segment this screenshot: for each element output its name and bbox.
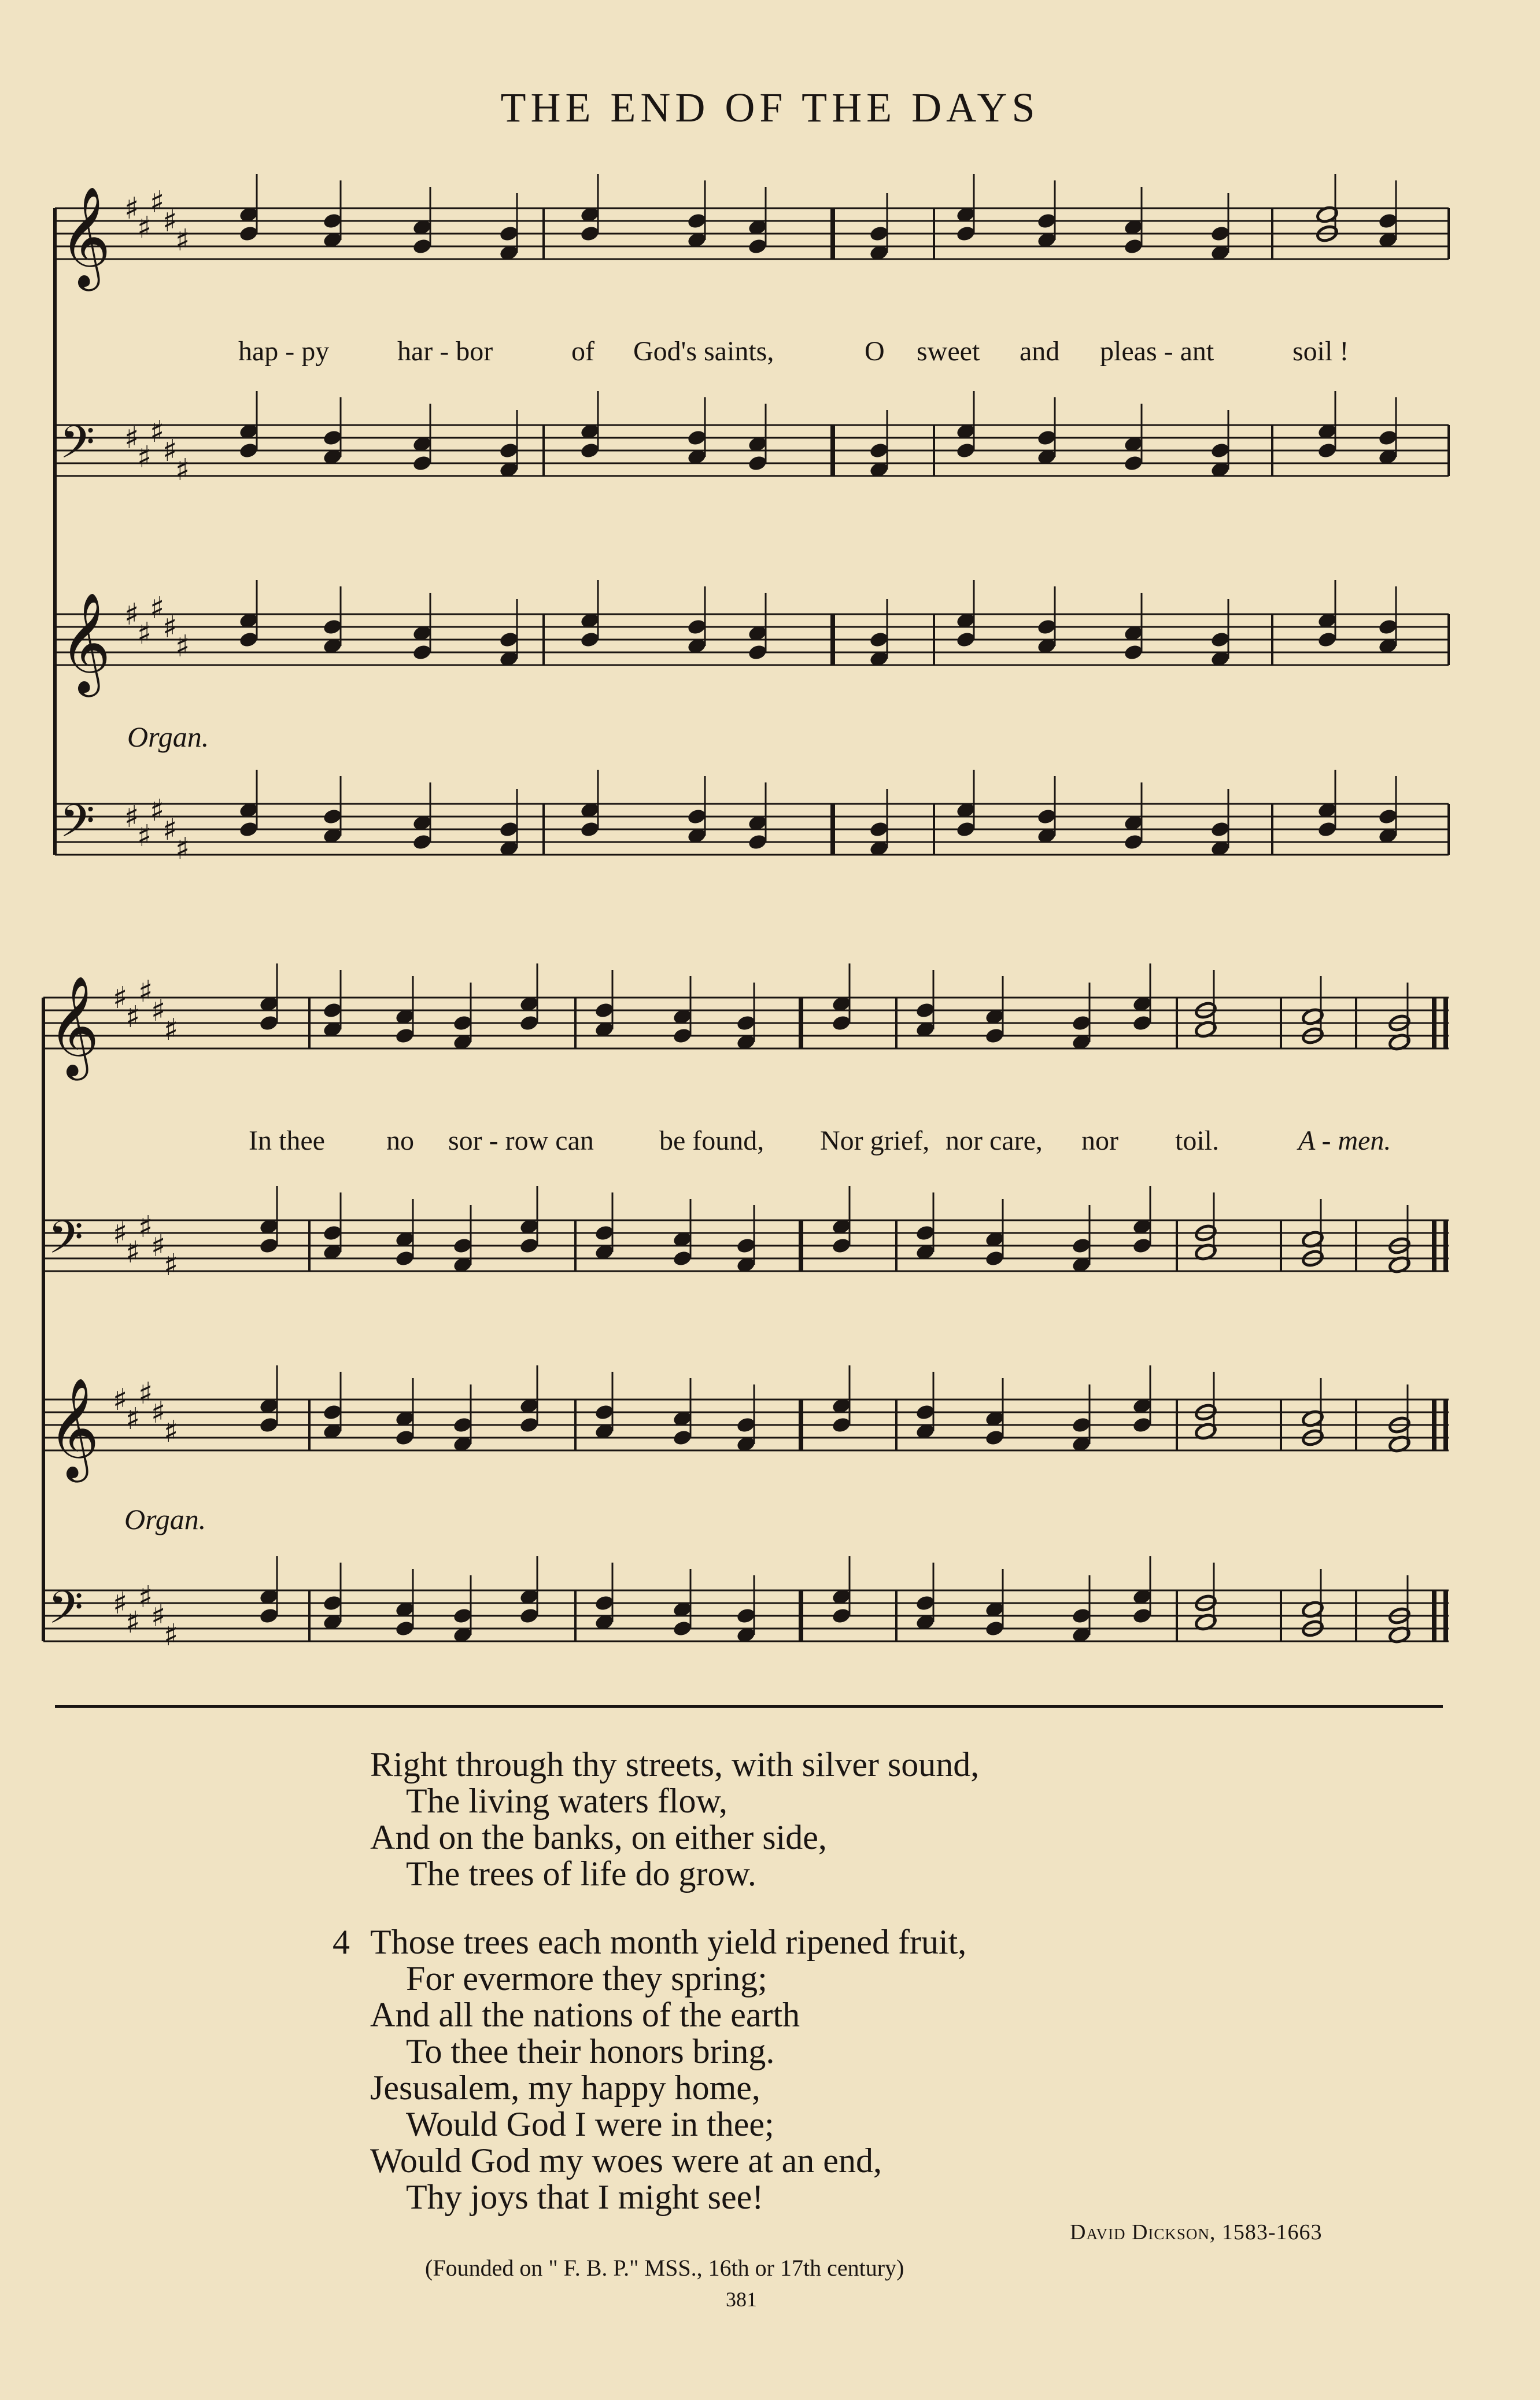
treble-clef-icon: 𝄞 <box>48 1378 99 1478</box>
verse-line: The trees of life do grow. <box>406 1855 756 1893</box>
amen-text: A - men. <box>1298 1125 1391 1156</box>
verse-3 <box>370 1747 979 1892</box>
sharp-icon: ♯ <box>151 1395 166 1430</box>
lyric-s1-8: pleas - ant <box>1100 336 1214 367</box>
verse-line: The living waters flow, <box>406 1782 727 1820</box>
sharp-icon: ♯ <box>151 994 166 1028</box>
lyric-s2-2: no <box>386 1125 414 1156</box>
sharp-icon: ♯ <box>175 629 190 664</box>
sharp-icon: ♯ <box>150 793 165 828</box>
sharp-icon: ♯ <box>113 981 128 1016</box>
sharp-icon: ♯ <box>125 1402 141 1437</box>
treble-clef-icon: 𝄞 <box>48 976 99 1076</box>
lyric-s1-4: God's saints, <box>633 336 774 367</box>
sharp-icon: ♯ <box>164 1013 179 1047</box>
bass-clef-icon: 𝄢 <box>48 1582 84 1645</box>
sharp-icon: ♯ <box>175 832 190 866</box>
sharp-icon: ♯ <box>137 616 152 651</box>
sharp-icon: ♯ <box>151 1229 166 1264</box>
sharp-icon: ♯ <box>113 1383 128 1417</box>
sharp-icon: ♯ <box>138 1580 153 1615</box>
verse-line: And on the banks, on either side, <box>370 1818 827 1856</box>
organ-label-2: Organ. <box>124 1503 206 1535</box>
page-number: 381 <box>726 2288 757 2311</box>
sharp-icon: ♯ <box>138 974 153 1009</box>
organ-label-1: Organ. <box>127 721 209 753</box>
lyric-s2-1: In thee <box>249 1125 325 1156</box>
verse-number: 4 <box>333 1923 350 1961</box>
bass-clef-icon: 𝄢 <box>60 795 95 859</box>
sharp-icon: ♯ <box>113 1586 128 1621</box>
lyric-s1-7: and <box>1020 336 1060 367</box>
lyric-s2-3: sor - row can <box>448 1125 594 1156</box>
sharp-icon: ♯ <box>125 1605 141 1640</box>
verse-line: Thy joys that I might see! <box>406 2178 764 2216</box>
sharp-icon: ♯ <box>125 1000 141 1035</box>
sharp-icon: ♯ <box>175 223 190 258</box>
lyric-s2-4: be found, <box>659 1125 765 1156</box>
sharp-icon: ♯ <box>125 1235 141 1270</box>
treble-clef-icon: 𝄞 <box>60 186 111 287</box>
author-credit: David Dickson, 1583-1663 <box>1070 2220 1323 2244</box>
sharp-icon: ♯ <box>137 819 152 854</box>
sharp-icon: ♯ <box>113 1216 128 1251</box>
verse-line: And all the nations of the earth <box>370 1996 800 2034</box>
sharp-icon: ♯ <box>163 434 178 468</box>
lyric-s2-8: toil. <box>1175 1125 1220 1156</box>
sharp-icon: ♯ <box>164 1248 179 1283</box>
verse-line: Would God my woes were at an end, <box>370 2141 882 2180</box>
sharp-icon: ♯ <box>138 1376 153 1411</box>
verse-line: Those trees each month yield ripened fruit, <box>370 1923 967 1961</box>
sharp-icon: ♯ <box>124 421 139 456</box>
lyric-s2-7: nor <box>1081 1125 1118 1156</box>
sharp-icon: ♯ <box>175 453 190 488</box>
verse-line: For evermore they spring; <box>406 1959 767 1997</box>
hymn-title: THE END OF THE DAYS <box>500 84 1040 131</box>
source-note: (Founded on " F. B. P." MSS., 16th or 17th century) <box>425 2255 904 2281</box>
sharp-icon: ♯ <box>137 211 152 245</box>
bass-clef-icon: 𝄢 <box>60 416 95 480</box>
sharp-icon: ♯ <box>150 185 165 220</box>
sharp-icon: ♯ <box>138 1210 153 1245</box>
lyric-s2-5: Nor grief, <box>820 1125 930 1156</box>
lyric-s1-1: hap - py <box>238 336 330 367</box>
sharp-icon: ♯ <box>150 415 165 449</box>
lyric-s1-3: of <box>571 336 594 367</box>
verse-line: Right through thy streets, with silver sound, <box>370 1745 980 1784</box>
sharp-icon: ♯ <box>124 800 139 835</box>
sharp-icon: ♯ <box>151 1599 166 1634</box>
verse-line: To thee their honors bring. <box>406 2032 775 2070</box>
lyric-s1-5: O <box>865 336 885 367</box>
sharp-icon: ♯ <box>124 191 139 226</box>
verse-4 <box>333 1923 979 2216</box>
lyric-s1-6: sweet <box>917 336 980 367</box>
lyric-s2-6: nor care, <box>946 1125 1043 1156</box>
verses-block <box>333 1745 980 2247</box>
lyric-s1-2: har - bor <box>397 336 493 367</box>
sharp-icon: ♯ <box>164 1618 179 1653</box>
verse-line: Would God I were in thee; <box>406 2105 774 2143</box>
bass-clef-icon: 𝄢 <box>48 1212 84 1275</box>
verse-line: Jesusalem, my happy home, <box>370 2069 760 2107</box>
sharp-icon: ♯ <box>124 597 139 632</box>
section-divider <box>55 1705 1443 1708</box>
sharp-icon: ♯ <box>150 591 165 626</box>
sharp-icon: ♯ <box>163 204 178 239</box>
sharp-icon: ♯ <box>163 610 178 645</box>
sharp-icon: ♯ <box>164 1415 179 1449</box>
sharp-icon: ♯ <box>163 813 178 847</box>
sharp-icon: ♯ <box>137 440 152 475</box>
lyric-s1-9: soil ! <box>1292 336 1349 367</box>
treble-clef-icon: 𝄞 <box>60 592 111 693</box>
